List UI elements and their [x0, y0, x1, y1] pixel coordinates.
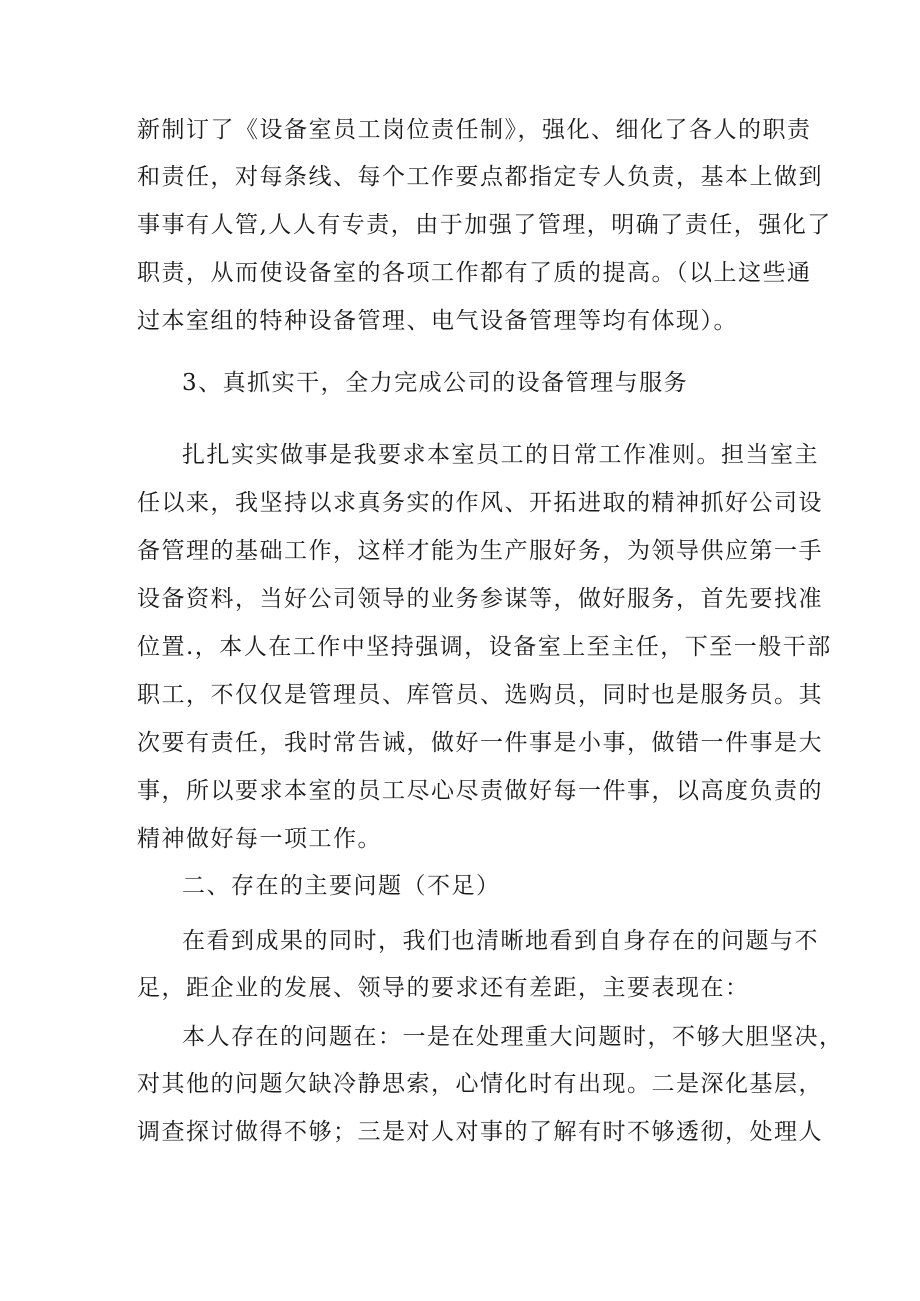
text-line: 和责任，对每条线、每个工作要点都指定专人负责，基本上做到	[137, 164, 823, 190]
text-line: 调查探讨做得不够；三是对人对事的了解有时不够透彻，处理人	[137, 1119, 823, 1145]
text-line: 过本室组的特种设备管理、电气设备管理等均有体现）。	[137, 308, 738, 334]
text-line: 事事有人管,人人有专责，由于加强了管理，明确了责任，强化了	[137, 212, 832, 238]
text-line: 设备资料，当好公司领导的业务参谋等，做好服务，首先要找准	[137, 586, 823, 612]
text-line: 本人存在的问题在：一是在处理重大问题时，不够大胆坚决，	[182, 1024, 844, 1050]
text-line: 任以来，我坚持以求真务实的作风、开拓进取的精神抓好公司设	[137, 490, 823, 516]
section-heading: 3、真抓实干，全力完成公司的设备管理与服务	[182, 370, 689, 396]
text-line: 对其他的问题欠缺冷静思索，心情化时有出现。二是深化基层，	[137, 1071, 823, 1097]
text-line: 职责，从而使设备室的各项工作都有了质的提高。（以上这些通	[137, 260, 812, 286]
text-line: 扎扎实实做事是我要求本室员工的日常工作准则。担当室主	[182, 442, 819, 468]
text-line: 新制订了《设备室员工岗位责任制》，强化、细化了各人的职责	[137, 117, 812, 143]
text-line: 精神做好每一项工作。	[137, 826, 382, 852]
section-heading: 二、存在的主要问题（不足）	[182, 873, 501, 899]
text-line: 位置.，本人在工作中坚持强调，设备室上至主任，下至一般干部	[137, 634, 832, 660]
text-line: 次要有责任，我时常告诫，做好一件事是小事，做错一件事是大	[137, 730, 823, 756]
text-line: 备管理的基础工作，这样才能为生产服好务，为领导供应第一手	[137, 538, 823, 564]
text-line: 在看到成果的同时，我们也清晰地看到自身存在的问题与不	[182, 928, 819, 954]
text-line: 足，距企业的发展、领导的要求还有差距，主要表现在：	[137, 975, 750, 1001]
text-line: 事，所以要求本室的员工尽心尽责做好每一件事，以高度负责的	[137, 778, 823, 804]
text-line: 职工，不仅仅是管理员、库管员、选购员，同时也是服务员。其	[137, 682, 823, 708]
